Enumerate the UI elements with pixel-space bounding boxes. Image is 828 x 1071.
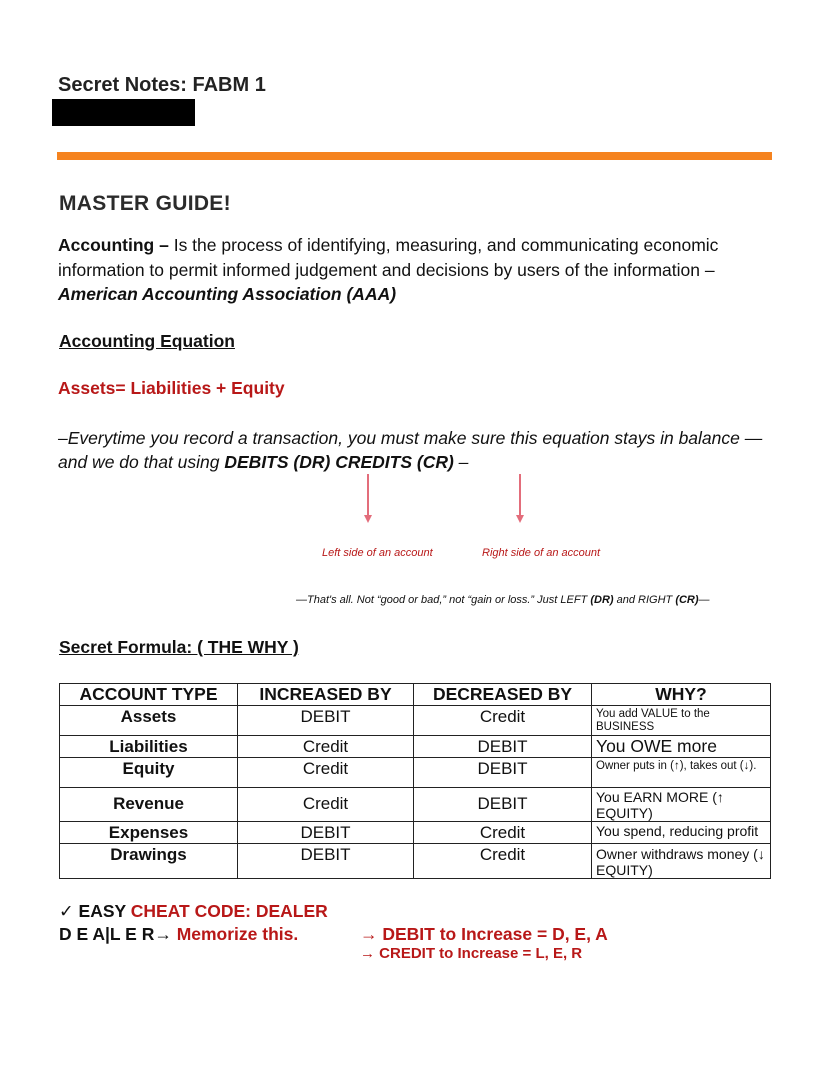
- table-header-row: [60, 684, 771, 706]
- cheat-code-name: CHEAT CODE: DEALER: [130, 901, 328, 921]
- debit-increase-rule: → DEBIT to Increase = D, E, A: [360, 924, 608, 944]
- cheat-code-title: [59, 901, 328, 922]
- thats-post: —: [698, 594, 710, 606]
- left-side-label: Left side of an account: [322, 547, 433, 559]
- cell-decrease: Credit: [414, 822, 592, 844]
- cell-decrease: DEBIT: [414, 758, 592, 788]
- cell-type: Assets: [60, 706, 238, 736]
- cell-why: You spend, reducing profit: [592, 822, 771, 844]
- check-icon-text: ✓ EASY: [59, 901, 131, 921]
- dealer-letters: D E A|L E R: [59, 924, 155, 944]
- cell-why: You OWE more: [592, 736, 771, 758]
- definition-source: American Accounting Association (AAA): [58, 284, 397, 304]
- secret-formula-heading: Secret Formula: ( THE WHY ): [59, 637, 299, 657]
- memorize-note: Memorize this.: [171, 924, 299, 944]
- page-title: Secret Notes: FABM 1: [58, 74, 266, 96]
- master-guide-heading: MASTER GUIDE!: [59, 192, 231, 215]
- table-row: [60, 758, 771, 788]
- table-row: [60, 844, 771, 879]
- cell-why: You EARN MORE (↑ EQUITY): [592, 788, 771, 822]
- thats-cr: (CR): [675, 594, 699, 606]
- col-increased-by: INCREASED BY: [238, 684, 414, 706]
- cell-why: Owner puts in (↑), takes out (↓).: [592, 758, 771, 788]
- thats-dr: (DR): [590, 594, 614, 606]
- cheat-code-letters: [59, 924, 298, 945]
- table-row: [60, 706, 771, 736]
- orange-divider: [57, 152, 772, 160]
- cell-increase: Credit: [238, 736, 414, 758]
- cell-decrease: Credit: [414, 844, 592, 879]
- redaction-bar: [52, 99, 195, 126]
- accounting-definition: [58, 233, 758, 307]
- cell-type: Equity: [60, 758, 238, 788]
- cell-increase: Credit: [238, 788, 414, 822]
- cell-decrease: DEBIT: [414, 788, 592, 822]
- table-row: [60, 788, 771, 822]
- credit-increase-rule: → CREDIT to Increase = L, E, R: [360, 945, 583, 962]
- arrow-right-icon: →: [154, 924, 172, 944]
- cell-decrease: DEBIT: [414, 736, 592, 758]
- thats-mid: and RIGHT: [613, 594, 676, 606]
- cell-type: Expenses: [60, 822, 238, 844]
- table-row: [60, 736, 771, 758]
- balance-note: [58, 426, 778, 474]
- col-decreased-by: DECREASED BY: [414, 684, 592, 706]
- cell-increase: DEBIT: [238, 822, 414, 844]
- credit-arrow-head: [516, 515, 524, 523]
- thats-pre: —That's all. Not “good or bad,” not “gain or loss.” Just LEFT: [296, 594, 591, 606]
- account-rules-table: [59, 683, 771, 879]
- col-why: WHY?: [592, 684, 771, 706]
- definition-term: Accounting –: [58, 235, 169, 255]
- accounting-equation-heading: Accounting Equation: [59, 331, 235, 351]
- cell-type: Liabilities: [60, 736, 238, 758]
- right-side-label: Right side of an account: [482, 547, 601, 559]
- cell-decrease: Credit: [414, 706, 592, 736]
- accounting-equation: Assets= Liabilities + Equity: [58, 378, 285, 398]
- credit-arrow-line: [519, 474, 521, 516]
- cell-increase: DEBIT: [238, 706, 414, 736]
- table-row: [60, 822, 771, 844]
- cell-type: Drawings: [60, 844, 238, 879]
- balance-note-post: –: [453, 452, 469, 472]
- cell-type: Revenue: [60, 788, 238, 822]
- definition-text: Is the process of identifying, measuring, and communicating economic information to permit informed judgement and decisions by users of the information –: [58, 235, 719, 280]
- cell-increase: DEBIT: [238, 844, 414, 879]
- debit-arrow-line: [367, 474, 369, 516]
- thats-all-note: [296, 594, 710, 606]
- col-account-type: ACCOUNT TYPE: [60, 684, 238, 706]
- cell-why: Owner withdraws money (↓ EQUITY): [592, 844, 771, 879]
- debit-arrow-head: [364, 515, 372, 523]
- balance-note-pre: –Everytime you record a transaction, you must make sure this equation stays in balance — and we do that using: [58, 428, 763, 472]
- cell-increase: Credit: [238, 758, 414, 788]
- balance-note-bold: DEBITS (DR) CREDITS (CR): [224, 452, 454, 472]
- cell-why: You add VALUE to the BUSINESS: [592, 706, 771, 736]
